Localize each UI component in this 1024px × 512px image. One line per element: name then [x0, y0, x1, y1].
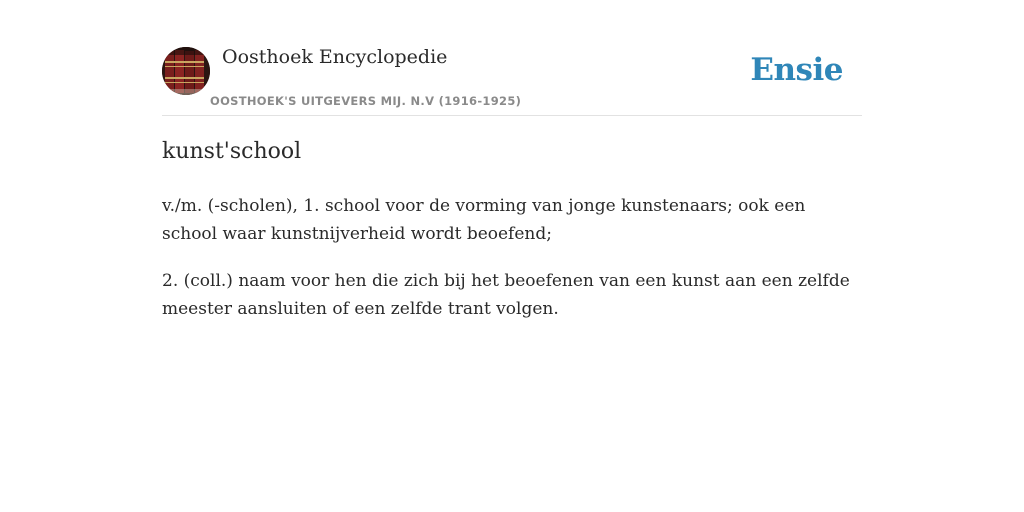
source-avatar[interactable] [162, 47, 210, 95]
book-spines-icon [162, 47, 210, 95]
source-subtitle: OOSTHOEK'S UITGEVERS MIJ. N.V (1916-1925) [210, 94, 522, 108]
ensie-logo[interactable]: Ensie [750, 52, 843, 88]
definition-1: v./m. (-scholen), 1. school voor de vorming van jonge kunstenaars; ook een school waar kunstnijverheid wordt beoefend; [162, 196, 806, 244]
definition-2: 2. (coll.) naam voor hen die zich bij het beoefenen van een kunst aan een zelfde meester aansluiten of een zelfde trant volgen. [162, 271, 850, 319]
source-header [162, 40, 862, 116]
source-title[interactable]: Oosthoek Encyclopedie [222, 46, 448, 68]
entry-headword: kunst'school [162, 139, 302, 164]
